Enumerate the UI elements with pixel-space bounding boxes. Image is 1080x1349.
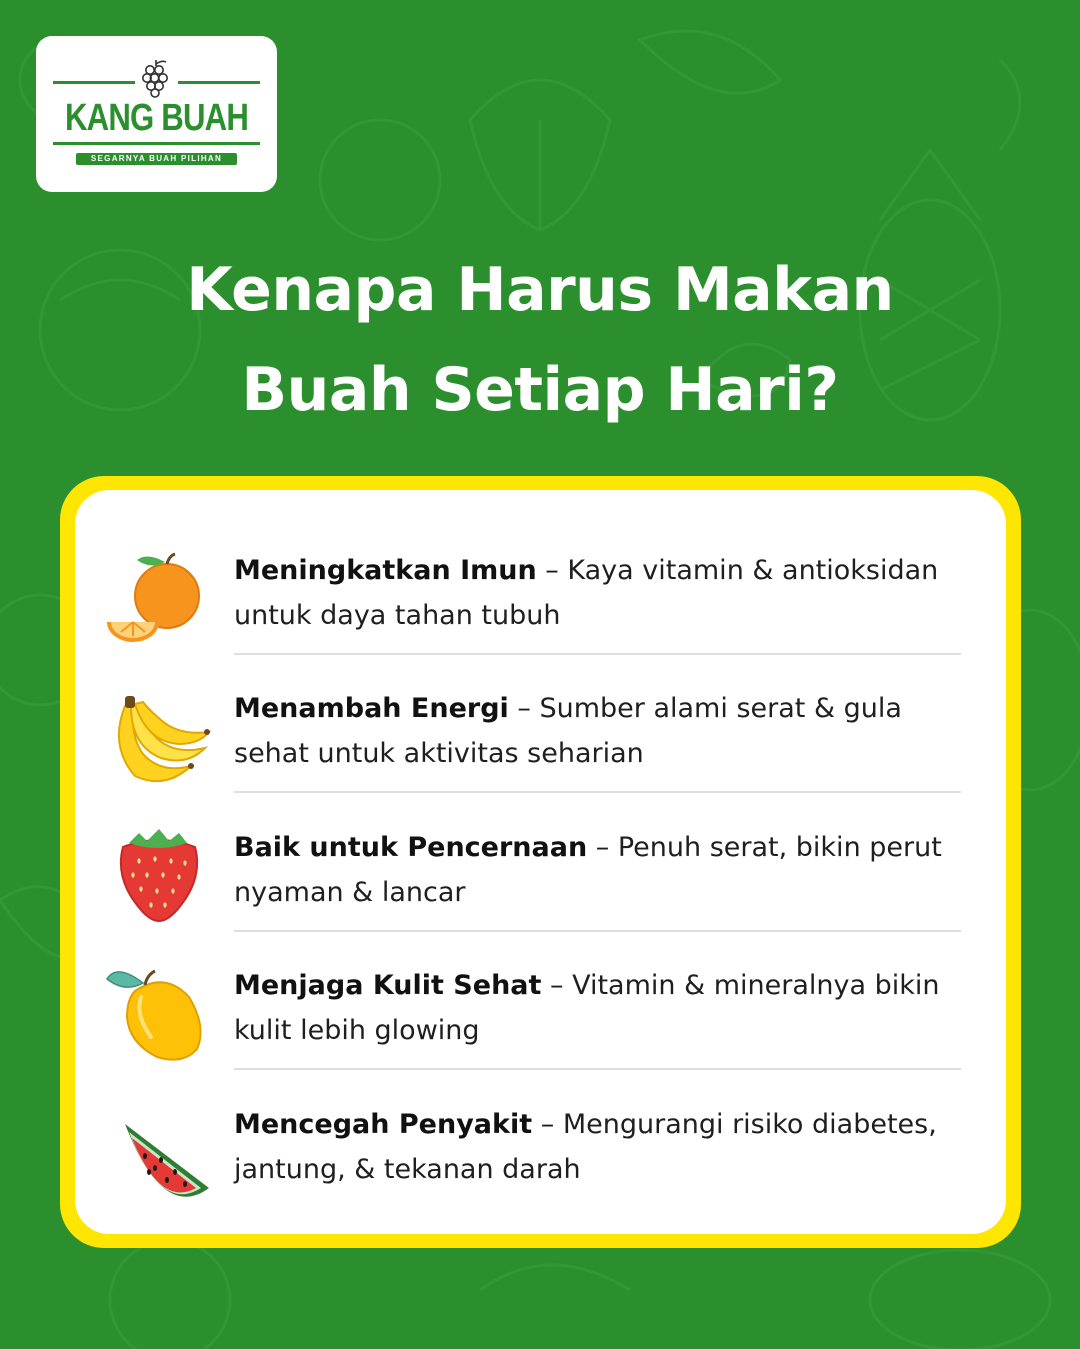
benefit-title: Baik untuk Pencernaan [234, 832, 588, 863]
benefit-description: Penuh serat, bikin perut nyaman & lancar [234, 832, 942, 908]
logo-tagline: SEGARNYA BUAH PILIHAN [76, 153, 237, 165]
list-item [75, 520, 1006, 658]
benefit-separator: – [587, 832, 618, 863]
benefit-title: Menjaga Kulit Sehat [234, 970, 542, 1001]
banana-icon [105, 678, 215, 788]
page-title [0, 240, 1080, 440]
grape-icon [139, 58, 173, 98]
benefit-text [234, 1102, 964, 1192]
benefit-text [234, 548, 964, 638]
benefit-separator: – [532, 1109, 563, 1140]
benefit-description: Mengurangi risiko diabetes, jantung, & tekanan darah [234, 1109, 937, 1185]
logo-brand-name: KANG BUAH [64, 97, 249, 139]
benefit-description: Sumber alami serat & gula sehat untuk aktivitas seharian [234, 693, 902, 769]
divider [234, 930, 961, 932]
benefit-description: Kaya vitamin & antioksidan untuk daya tahan tubuh [234, 555, 939, 631]
benefit-separator: – [541, 970, 573, 1001]
watermelon-icon [105, 1094, 215, 1204]
mango-icon [105, 955, 215, 1065]
logo-rule-left [53, 81, 135, 84]
list-item [75, 1074, 1006, 1212]
brand-logo [36, 36, 277, 192]
logo-rule-bottom [53, 142, 260, 145]
divider [234, 653, 961, 655]
benefit-description: Vitamin & mineralnya bikin kulit lebih glowing [234, 970, 940, 1046]
strawberry-icon [105, 817, 215, 927]
benefit-title: Menambah Energi [234, 693, 509, 724]
page-title-line-1: Kenapa Harus Makan [186, 255, 894, 325]
benefit-title: Mencegah Penyakit [234, 1109, 533, 1140]
divider [234, 791, 961, 793]
list-item [75, 935, 1006, 1073]
benefit-title: Meningkatkan Imun [234, 555, 537, 586]
benefit-text [234, 963, 964, 1053]
list-item [75, 658, 1006, 796]
orange-icon [105, 540, 215, 650]
divider [234, 1068, 961, 1070]
page-title-line-2: Buah Setiap Hari? [241, 355, 839, 425]
benefit-text [234, 825, 964, 915]
list-item [75, 797, 1006, 935]
benefit-separator: – [536, 555, 568, 586]
benefit-separator: – [508, 693, 540, 724]
benefit-text [234, 686, 964, 776]
logo-rule-right [178, 81, 260, 84]
